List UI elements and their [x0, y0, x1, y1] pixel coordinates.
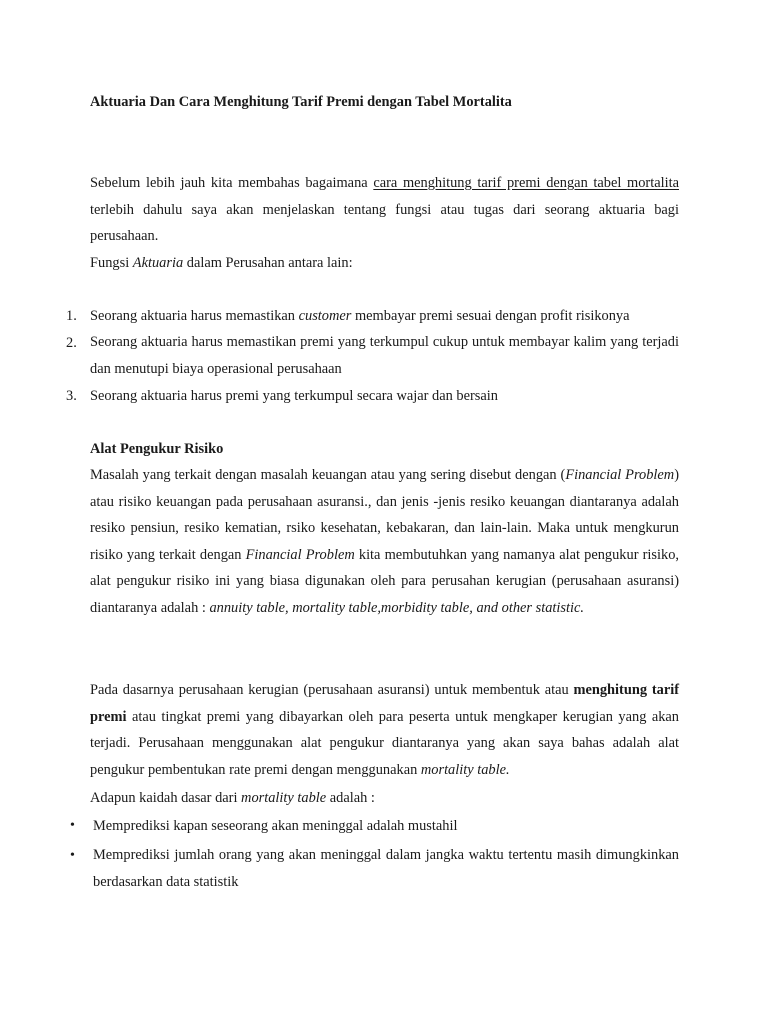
kaidah-line — [90, 788, 375, 808]
intro-text-1: Sebelum lebih jauh kita membahas bagaimana — [90, 175, 374, 191]
kaidah-emphasis: mortality table — [241, 790, 327, 806]
premium-text-1: Pada dasarnya perusahaan kerugian (perusahaan asuransi) untuk membentuk atau — [90, 682, 574, 698]
kaidah-text-2: adalah : — [326, 790, 375, 806]
intro-paragraph — [90, 170, 679, 250]
fungsi-text-2: dalam Perusahan antara lain: — [183, 255, 353, 271]
risk-text-2: ) atau risiko keuangan pada perusahaan asuransi., dan jenis -jenis resiko keuangan diantaranya adalah resiko pensiun, resiko kematian, rsiko kesehatan, kebakaran, dan lain-lain. Maka untuk mengkurun risiko yang terkait dengan — [90, 467, 679, 563]
risk-emphasis-1: Financial Problem — [565, 467, 675, 483]
bullet-icon: • — [70, 818, 75, 833]
list-item-text-2: membayar premi sesuai dengan profit risikonya — [351, 308, 630, 324]
risk-emphasis-3: annuity table, mortality table,morbidity table, and other statistic. — [209, 599, 584, 616]
list-item-text-1: Seorang aktuaria harus memastikan — [90, 308, 299, 324]
list-item-emphasis: customer — [298, 308, 352, 324]
risk-paragraph — [90, 462, 679, 621]
premium-paragraph — [90, 677, 679, 783]
premium-text-2: atau tingkat premi yang dibayarkan oleh para peserta untuk mengkaper kerugian yang akan terjadi. Perusahaan menggunakan alat pengukur diantaranya yang akan saya bahas adalah alat pengukur pembentukan rate premi dengan menggunakan — [90, 708, 679, 778]
list-number: 1. — [66, 308, 77, 324]
intro-text-2: terlebih dahulu saya akan menjelaskan tentang fungsi atau tugas dari seorang aktuaria bagi perusahaan. — [90, 201, 679, 244]
risk-text-1: Masalah yang terkait dengan masalah keuangan atau yang sering disebut dengan ( — [90, 467, 566, 483]
list-item: Seorang aktuaria harus memastikan premi yang terkumpul cukup untuk membayar kalim yang terjadi dan menutupi biaya operasional perusahaan — [90, 334, 679, 377]
premium-calculation-link[interactable]: cara menghitung tarif premi dengan tabel mortalita — [373, 175, 679, 191]
fungsi-text-1: Fungsi — [90, 255, 133, 271]
bullet-item: Memprediksi kapan seseorang akan meninggal adalah mustahil — [93, 818, 458, 834]
premium-bold: menghitung tarif premi — [90, 682, 679, 725]
list-item: Seorang aktuaria harus premi yang terkumpul secara wajar dan bersain — [90, 388, 498, 404]
bullet-icon: • — [70, 848, 75, 863]
list-number: 2. — [66, 335, 77, 351]
page-title: Aktuaria Dan Cara Menghitung Tarif Premi dengan Tabel Mortalita — [90, 94, 512, 110]
risk-text-3: kita membutuhkan yang namanya alat pengukur risiko, alat pengukur risiko ini yang biasa digunakan oleh para perusahan kerugian (perusahaan asuransi) diantaranya adalah : — [90, 546, 679, 616]
kaidah-text-1: Adapun kaidah dasar dari — [90, 790, 242, 806]
fungsi-emphasis: Aktuaria — [132, 255, 184, 271]
premium-emphasis: mortality table. — [420, 761, 510, 778]
bullet-item: Memprediksi jumlah orang yang akan meninggal dalam jangka waktu tertentu masih dimungkinkan berdasarkan data statistik — [93, 847, 679, 890]
list-number: 3. — [66, 388, 77, 404]
list-item — [90, 306, 630, 326]
risk-emphasis-2: Financial Problem — [245, 546, 355, 563]
fungsi-line — [90, 253, 353, 273]
section-heading: Alat Pengukur Risiko — [90, 441, 224, 457]
